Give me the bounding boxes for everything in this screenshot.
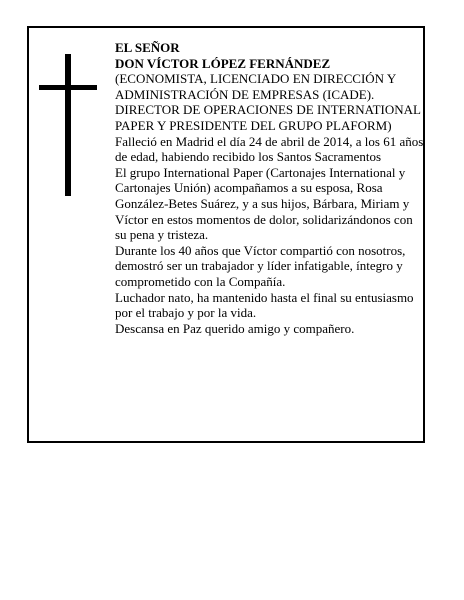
condolences-paragraph: El grupo International Paper (Cartonajes International y Cartonajes Unión) acompañamos a su esposa, Rosa González-Betes Suárez, y a sus hijos, Bárbara, Miriam y Víctor en estos momentos de dolor, solidarizándonos con su pena y tristeza. bbox=[115, 164, 413, 243]
tribute-paragraph: Durante los 40 años que Víctor compartió con nosotros, demostró ser un trabajador y líder infatigable, íntegro y comprometido con la Compañía. bbox=[115, 242, 406, 289]
title-line-1: EL SEÑOR bbox=[115, 40, 180, 55]
credentials-paragraph: (ECONOMISTA, LICENCIADO EN DIRECCIÓN Y ADMINISTRACIÓN DE EMPRESAS (ICADE). DIRECTOR DE OPERACIONES DE INTERNATIONAL PAPER Y PRESIDENTE DEL GRUPO PLAFORM) bbox=[115, 71, 421, 133]
notice-text-block bbox=[115, 40, 427, 336]
obituary-notice bbox=[27, 26, 425, 443]
cross-horizontal-bar bbox=[39, 85, 97, 90]
cross-icon bbox=[39, 54, 97, 196]
fighter-paragraph: Luchador nato, ha mantenido hasta el final su entusiasmo por el trabajo y por la vida. bbox=[115, 289, 414, 321]
cross-vertical-bar bbox=[65, 54, 71, 196]
farewell-paragraph: Descansa en Paz querido amigo y compañero. bbox=[115, 320, 355, 336]
death-info-paragraph: Falleció en Madrid el día 24 de abril de 2014, a los 61 años de edad, habiendo recibido los Santos Sacramentos bbox=[115, 133, 424, 165]
deceased-name: DON VÍCTOR LÓPEZ FERNÁNDEZ bbox=[115, 55, 331, 71]
